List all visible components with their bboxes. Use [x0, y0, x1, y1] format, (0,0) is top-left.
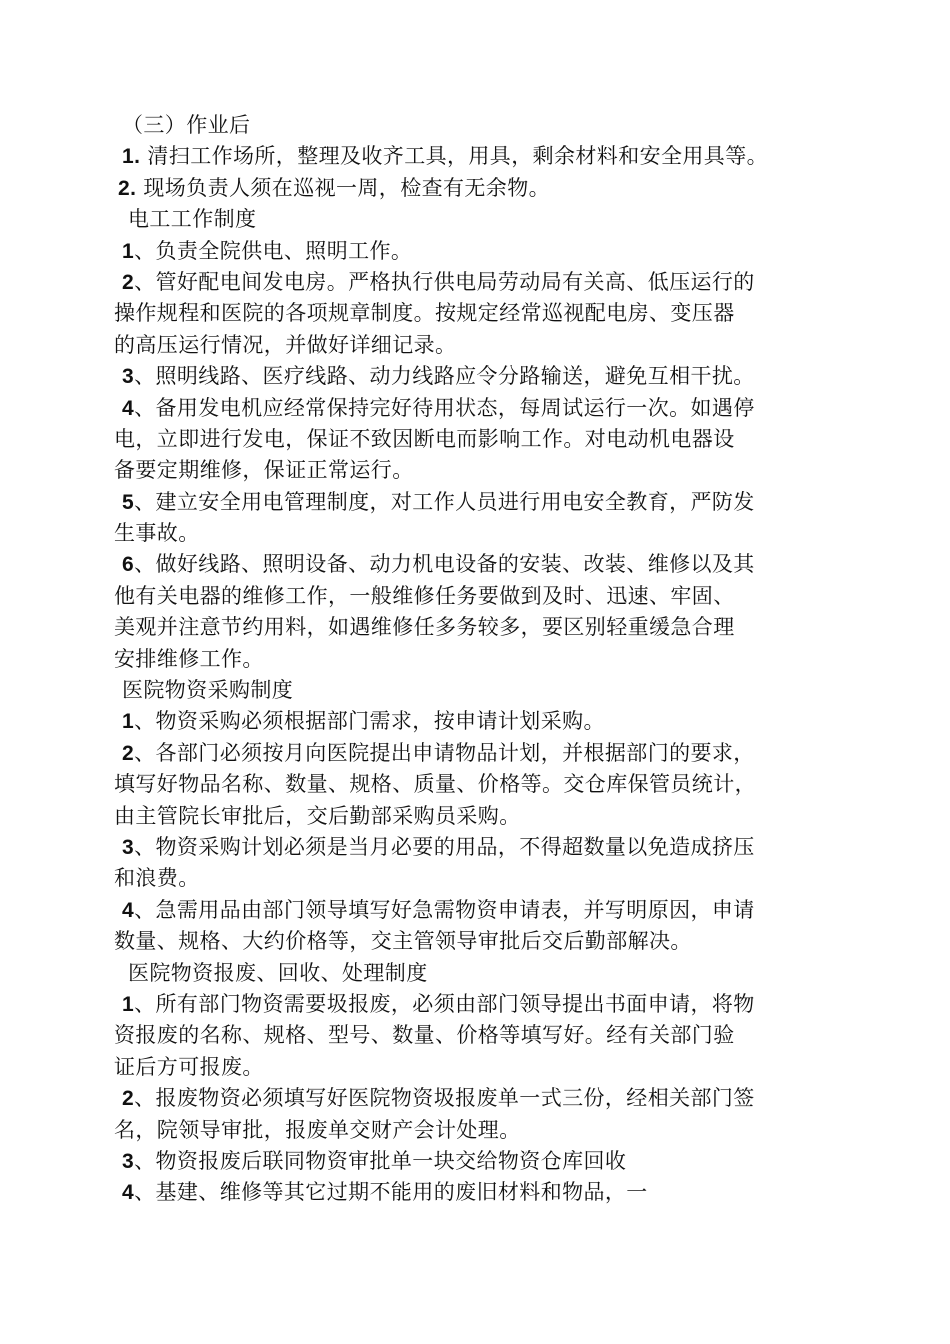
- text-line: [114, 863, 854, 894]
- item-number: 2: [122, 1087, 135, 1111]
- text-line: [114, 675, 854, 706]
- line-text: 备要定期维修，保证正常运行。: [114, 458, 414, 483]
- text-line: [114, 958, 854, 989]
- item-number: 4: [122, 898, 135, 922]
- line-text: 、照明线路、医疗线路、动力线路应令分路输送，避免互相干扰。: [134, 364, 755, 389]
- line-text: 操作规程和医院的各项规章制度。按规定经常巡视配电房、变压器: [114, 301, 735, 326]
- item-number: 2: [122, 741, 135, 765]
- text-line: [114, 1083, 854, 1114]
- item-number: 3: [122, 1149, 135, 1173]
- text-line: [114, 801, 854, 832]
- line-text: 、物资报废后联同物资审批单一块交给物资仓库回收: [134, 1148, 627, 1173]
- line-text: 、急需用品由部门领导填写好急需物资申请表，并写明原因，申请: [134, 897, 755, 922]
- line-text: 美观并注意节约用料，如遇维修任多务较多，要区别轻重缓急合理: [114, 615, 735, 640]
- text-line: [114, 989, 854, 1020]
- item-number: 4: [122, 396, 135, 420]
- item-number: 1.: [122, 145, 141, 169]
- item-number: 4: [122, 1181, 135, 1205]
- line-text: 安排维修工作。: [114, 646, 264, 671]
- line-text: 证后方可报废。: [114, 1054, 264, 1079]
- text-line: [114, 832, 854, 863]
- line-text: 、各部门必须按月向医院提出申请物品计划，并根据部门的要求，: [134, 740, 755, 765]
- item-number: 5: [122, 490, 135, 514]
- text-line: [114, 267, 854, 298]
- text-line: [114, 487, 854, 518]
- text-line: [114, 926, 854, 957]
- text-line: [114, 298, 854, 329]
- text-line: [114, 236, 854, 267]
- line-text: 数量、规格、大约价格等，交主管领导审批后交后勤部解决。: [114, 929, 692, 954]
- line-text: 、管好配电间发电房。严格执行供电局劳动局有关高、低压运行的: [134, 269, 755, 294]
- text-line: [114, 110, 854, 141]
- line-text: 和浪费。: [114, 866, 200, 891]
- text-line: [114, 330, 854, 361]
- line-text: 、基建、维修等其它过期不能用的废旧材料和物品，一: [134, 1180, 648, 1205]
- line-text: 、备用发电机应经常保持完好待用状态，每周试运行一次。如遇停: [134, 395, 755, 420]
- line-text: 由主管院长审批后，交后勤部采购员采购。: [114, 803, 521, 828]
- line-text: 、报废物资必须填写好医院物资圾报废单一式三份，经相关部门签: [134, 1086, 755, 1111]
- item-number: 3: [122, 835, 135, 859]
- line-text: 电，立即进行发电，保证不致因断电而影响工作。对电动机电器设: [114, 426, 735, 451]
- line-text: 、负责全院供电、照明工作。: [134, 238, 413, 263]
- line-text: 、建立安全用电管理制度，对工作人员进行用电安全教育，严防发: [134, 489, 755, 514]
- line-text: （三）作业后: [122, 113, 251, 137]
- line-text: 资报废的名称、规格、型号、数量、价格等填写好。经有关部门验: [114, 1023, 735, 1048]
- text-line: [114, 769, 854, 800]
- text-line: [114, 141, 854, 172]
- line-text: 医院物资采购制度: [122, 678, 294, 703]
- text-line: [114, 518, 854, 549]
- line-text: 他有关电器的维修工作，一般维修任务要做到及时、迅速、牢固、: [114, 583, 735, 608]
- line-text: 、物资采购计划必须是当月必要的用品，不得超数量以免造成挤压: [134, 834, 755, 859]
- item-number: 2.: [118, 176, 137, 200]
- line-text: 、做好线路、照明设备、动力机电设备的安装、改装、维修以及其: [134, 552, 755, 577]
- text-line: [114, 455, 854, 486]
- document-body: [114, 110, 854, 1209]
- item-number: 2: [122, 270, 135, 294]
- text-line: [114, 581, 854, 612]
- text-line: [114, 1020, 854, 1051]
- text-line: [114, 644, 854, 675]
- text-line: [114, 361, 854, 392]
- text-line: [114, 1177, 854, 1208]
- text-line: [114, 612, 854, 643]
- line-text: 的高压运行情况，并做好详细记录。: [114, 332, 457, 357]
- line-text: 电工工作制度: [128, 207, 257, 232]
- text-line: [114, 895, 854, 926]
- text-line: [114, 1052, 854, 1083]
- text-line: [114, 1146, 854, 1177]
- item-number: 1: [122, 710, 135, 734]
- line-text: 名，院领导审批，报废单交财产会计处理。: [114, 1117, 521, 1142]
- line-text: 、物资采购必须根据部门需求，按申请计划采购。: [134, 709, 605, 734]
- line-text: 生事故。: [114, 521, 200, 546]
- item-number: 3: [122, 365, 135, 389]
- text-line: [114, 393, 854, 424]
- text-line: [114, 549, 854, 580]
- line-text: 、所有部门物资需要圾报废，必须由部门领导提出书面申请，将物: [134, 991, 755, 1016]
- item-number: 6: [122, 553, 135, 577]
- text-line: [114, 424, 854, 455]
- text-line: [114, 738, 854, 769]
- line-text: 清扫工作场所，整理及收齐工具，用具，剩余材料和安全用具等。: [140, 144, 769, 169]
- text-line: [114, 1115, 854, 1146]
- item-number: 1: [122, 992, 135, 1016]
- line-text: 医院物资报废、回收、处理制度: [128, 960, 428, 985]
- line-text: 现场负责人须在巡视一周，检查有无余物。: [136, 175, 551, 200]
- item-number: 1: [122, 239, 135, 263]
- text-line: [114, 204, 854, 235]
- line-text: 填写好物品名称、数量、规格、质量、价格等。交仓库保管员统计，: [114, 772, 756, 797]
- text-line: [114, 706, 854, 737]
- text-line: [114, 173, 854, 204]
